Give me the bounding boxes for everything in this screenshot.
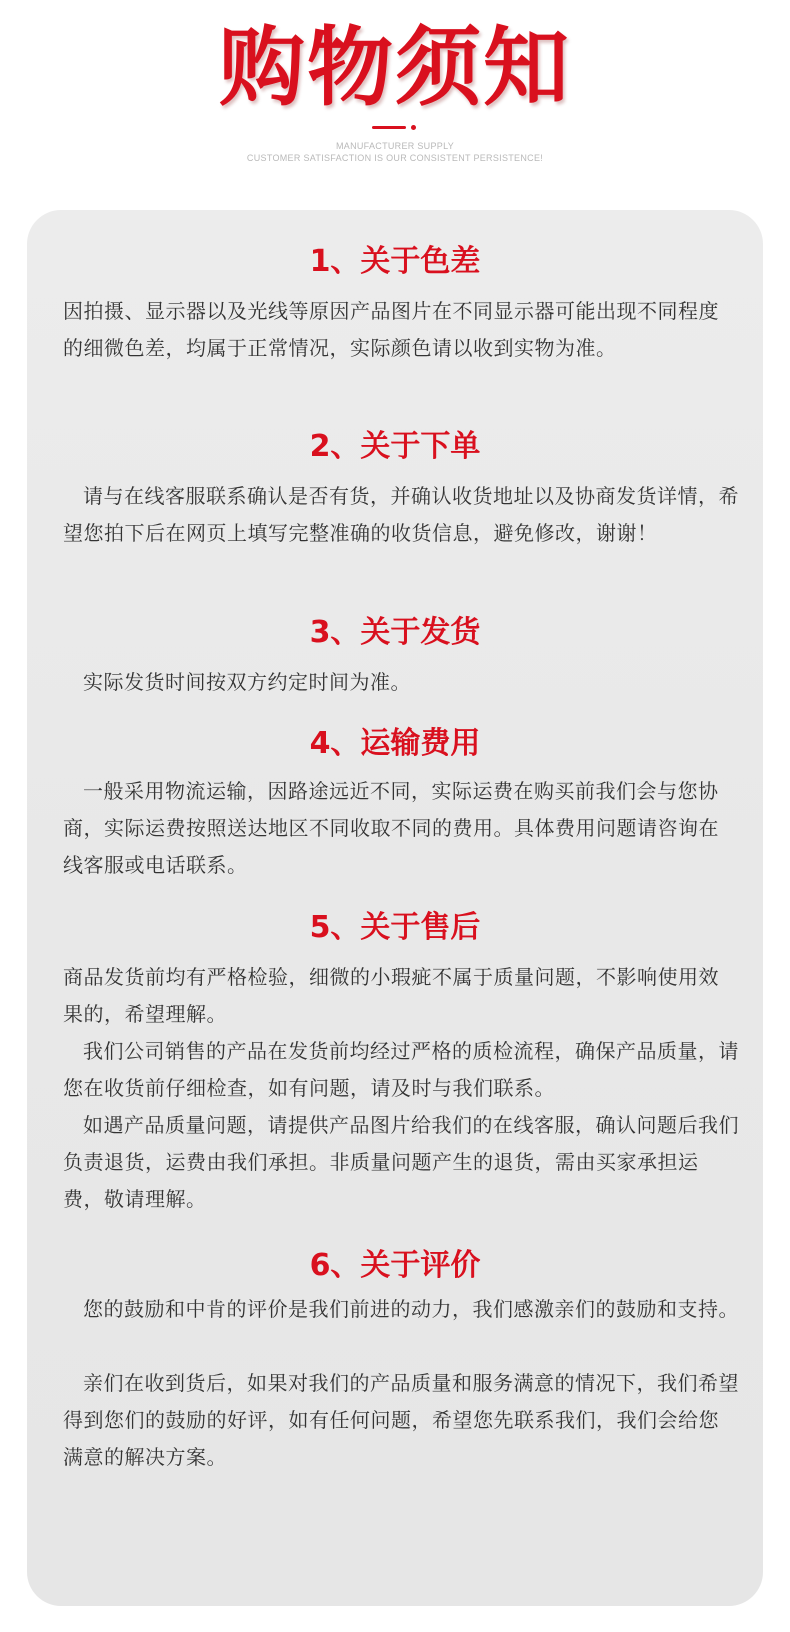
page-title: 购物须知 — [219, 18, 571, 118]
notice-card — [27, 210, 763, 1606]
section-heading-color-difference: 1、关于色差 — [309, 244, 481, 279]
section-paragraph: 请与在线客服联系确认是否有货，并确认收货地址以及协商发货详情，希望您拍下后在网页上填写完整准确的收货信息，避免修改，谢谢！ — [63, 484, 739, 545]
section-paragraph: 一般采用物流运输，因路途远近不同，实际运费在购买前我们会与您协商，实际运费按照送达地区不同收取不同的费用。具体费用问题请咨询在线客服或电话联系。 — [63, 779, 719, 877]
title-divider-dot — [411, 125, 416, 130]
section-paragraph: 因拍摄、显示器以及光线等原因产品图片在不同显示器可能出现不同程度的细微色差，均属于正常情况，实际颜色请以收到实物为准。 — [63, 299, 719, 360]
section-paragraph: 亲们在收到货后，如果对我们的产品质量和服务满意的情况下，我们希望得到您们的鼓励的好评，如有任何问题，希望您先联系我们，我们会给您满意的解决方案。 — [63, 1371, 739, 1469]
section-heading-shipping: 3、关于发货 — [309, 615, 481, 650]
section-paragraph: 我们公司销售的产品在发货前均经过严格的质检流程，确保产品质量，请您在收货前仔细检查，如有问题，请及时与我们联系。 — [63, 1039, 739, 1100]
section-heading-freight: 4、运输费用 — [309, 726, 481, 761]
subtitle-line-2: CUSTOMER SATISFACTION IS OUR CONSISTENT PERSISTENCE! — [246, 153, 544, 163]
section-paragraph: 商品发货前均有严格检验，细微的小瑕疵不属于质量问题，不影响使用效果的，希望理解。 — [63, 965, 719, 1026]
section-heading-reviews: 6、关于评价 — [309, 1248, 481, 1283]
title-divider — [372, 126, 406, 129]
section-paragraph: 实际发货时间按双方约定时间为准。 — [83, 670, 411, 694]
subtitle-line-1: MANUFACTURER SUPPLY — [335, 141, 455, 151]
section-paragraph: 您的鼓励和中肯的评价是我们前进的动力，我们感激亲们的鼓励和支持。 — [83, 1297, 739, 1321]
section-paragraph: 如遇产品质量问题，请提供产品图片给我们的在线客服，确认问题后我们负责退货，运费由我们承担。非质量问题产生的退货，需由买家承担运费，敬请理解。 — [63, 1113, 739, 1211]
section-heading-after-sales: 5、关于售后 — [309, 910, 481, 945]
section-heading-ordering: 2、关于下单 — [309, 429, 481, 464]
